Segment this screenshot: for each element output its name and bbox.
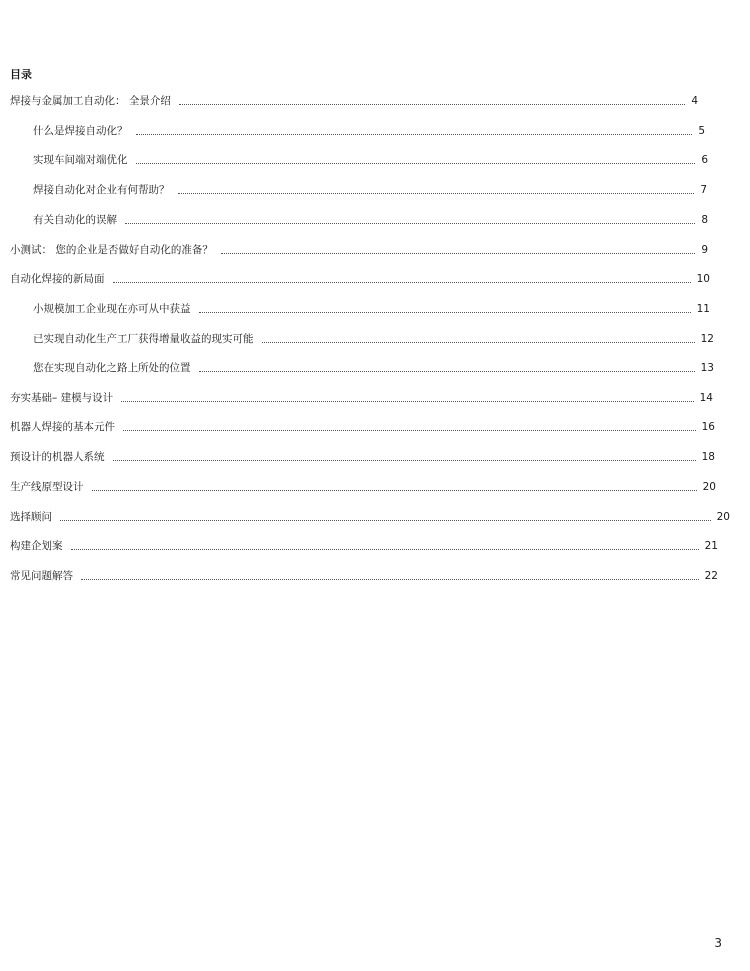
toc-dot-leader — [81, 579, 699, 580]
toc-entry-page-number: 22 — [704, 570, 718, 582]
toc-entry-page-number: 16 — [701, 421, 715, 433]
toc-entry[interactable] — [10, 270, 710, 286]
toc-entry-label: 您在实现自动化之路上所处的位置 — [33, 362, 191, 374]
toc-title: 目录 — [10, 68, 32, 81]
toc-entry-page-number: 20 — [716, 511, 730, 523]
toc-entry[interactable] — [10, 418, 715, 434]
toc-dot-leader — [121, 401, 694, 402]
toc-entry[interactable] — [10, 389, 713, 405]
toc-dot-leader — [123, 430, 696, 431]
toc-dot-leader — [60, 520, 711, 521]
toc-entry-page-number: 13 — [700, 362, 714, 374]
toc-entry[interactable] — [10, 537, 718, 553]
toc-entry-page-number: 4 — [691, 95, 698, 107]
toc-entry-page-number: 14 — [699, 392, 713, 404]
toc-dot-leader — [113, 460, 696, 461]
toc-entry-page-number: 8 — [701, 214, 708, 226]
toc-entry[interactable] — [33, 181, 707, 197]
toc-entry[interactable] — [10, 478, 716, 494]
toc-entry[interactable] — [10, 567, 718, 583]
toc-entry-label: 构建企划案 — [10, 540, 63, 552]
toc-dot-leader — [199, 371, 695, 372]
toc-entry-label: 焊接与金属加工自动化： 全景介绍 — [10, 95, 171, 107]
toc-entry-page-number: 5 — [698, 125, 705, 137]
toc-entry-page-number: 9 — [701, 244, 708, 256]
toc-entry-label: 什么是焊接自动化？ — [33, 125, 128, 137]
toc-entry-page-number: 18 — [701, 451, 715, 463]
toc-entry[interactable] — [33, 359, 714, 375]
toc-entry[interactable] — [10, 508, 730, 524]
toc-dot-leader — [221, 253, 695, 254]
page-number: 3 — [714, 936, 722, 950]
toc-entry-page-number: 20 — [702, 481, 716, 493]
toc-entry-label: 已实现自动化生产工厂获得增量收益的现实可能 — [33, 333, 254, 345]
toc-entry-label: 有关自动化的误解 — [33, 214, 117, 226]
toc-entry[interactable] — [33, 300, 710, 316]
toc-entry-page-number: 11 — [696, 303, 710, 315]
toc-entry-label: 夯实基础– 建模与设计 — [10, 392, 114, 404]
toc-entry[interactable] — [33, 122, 705, 138]
toc-entry-label: 预设计的机器人系统 — [10, 451, 105, 463]
toc-dot-leader — [92, 490, 697, 491]
toc-entry[interactable] — [10, 448, 715, 464]
toc-dot-leader — [136, 134, 693, 135]
toc-entry-page-number: 10 — [696, 273, 710, 285]
toc-entry[interactable] — [10, 241, 708, 257]
toc-dot-leader — [179, 104, 685, 105]
toc-dot-leader — [71, 549, 699, 550]
toc-entry-label: 自动化焊接的新局面 — [10, 273, 105, 285]
toc-entry-label: 机器人焊接的基本元件 — [10, 421, 115, 433]
toc-entry-page-number: 12 — [700, 333, 714, 345]
toc-entry[interactable] — [33, 151, 708, 167]
toc-entry-label: 常见问题解答 — [10, 570, 73, 582]
toc-dot-leader — [125, 223, 695, 224]
toc-entry-label: 生产线原型设计 — [10, 481, 84, 493]
toc-dot-leader — [113, 282, 691, 283]
toc-entry-page-number: 7 — [700, 184, 707, 196]
toc-dot-leader — [262, 342, 695, 343]
toc-entry[interactable] — [10, 92, 698, 108]
toc-entry-label: 选择顾问 — [10, 511, 52, 523]
toc-entry-page-number: 21 — [704, 540, 718, 552]
toc-dot-leader — [199, 312, 691, 313]
toc-entry[interactable] — [33, 211, 708, 227]
toc-entry[interactable] — [33, 330, 714, 346]
toc-entry-label: 实现车间端对端优化 — [33, 154, 128, 166]
toc-entry-label: 焊接自动化对企业有何帮助？ — [33, 184, 170, 196]
toc-entry-page-number: 6 — [701, 154, 708, 166]
toc-entry-label: 小测试： 您的企业是否做好自动化的准备？ — [10, 244, 213, 256]
toc-dot-leader — [178, 193, 695, 194]
toc-entry-label: 小规模加工企业现在亦可从中获益 — [33, 303, 191, 315]
toc-dot-leader — [136, 163, 696, 164]
